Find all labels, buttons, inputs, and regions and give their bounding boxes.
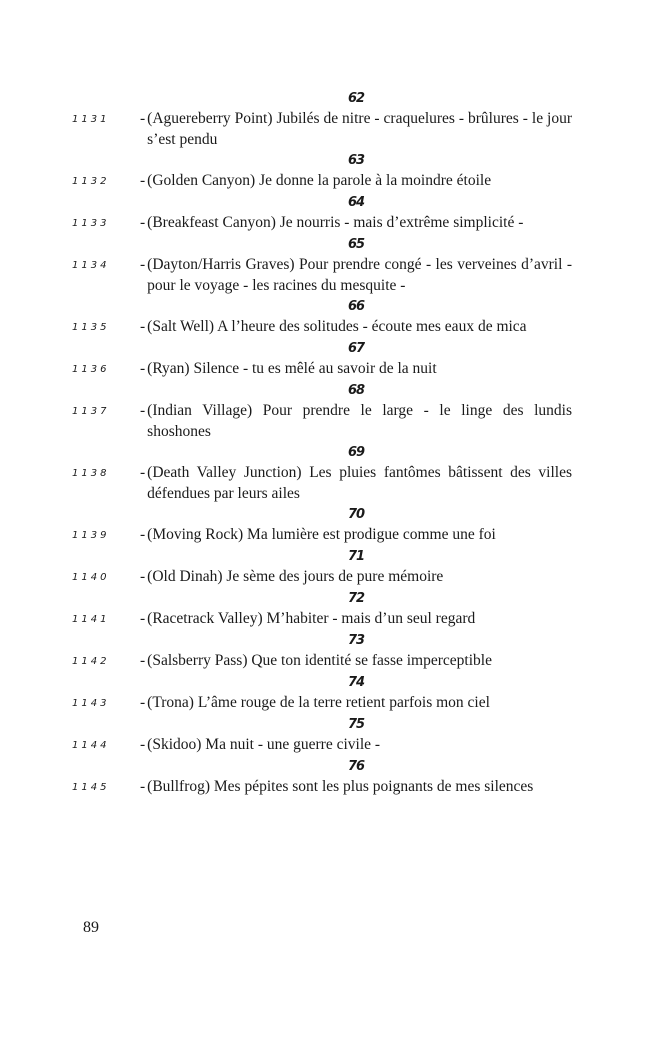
entry-text: (Salsberry Pass) Que ton identité se fasse imperceptible: [147, 652, 492, 669]
section-number: 76: [347, 759, 365, 774]
entry-text: (Breakfeast Canyon) Je nourris - mais d’extrême simplicité -: [147, 214, 524, 231]
entry-separator: -: [140, 214, 146, 231]
entry-number: 1133: [72, 218, 110, 229]
entry-separator: -: [140, 256, 146, 273]
entry-separator: -: [140, 736, 146, 753]
entry-number: 1138: [72, 468, 110, 479]
entry-number: 1142: [72, 656, 110, 667]
entry-number: 1145: [72, 782, 110, 793]
section-number: 66: [347, 299, 365, 314]
entry-text: (Racetrack Valley) M’habiter - mais d’un seul regard: [147, 610, 476, 627]
entry-number: 1131: [72, 114, 110, 125]
entry-list: [72, 90, 572, 800]
entry: [72, 462, 572, 504]
entry-number: 1143: [72, 698, 110, 709]
entry-number: 1139: [72, 530, 110, 541]
entry: [72, 400, 572, 442]
entry: [72, 316, 572, 338]
entry-separator: -: [140, 318, 146, 335]
entry-separator: -: [140, 568, 146, 585]
entry-separator: -: [140, 778, 146, 795]
entry-text: (Moving Rock) Ma lumière est prodigue comme une foi: [147, 526, 496, 543]
entry-separator: -: [140, 652, 146, 669]
entry: [72, 108, 572, 150]
entry-text: (Salt Well) A l’heure des solitudes - écoute mes eaux de mica: [147, 318, 527, 335]
entry-number: 1132: [72, 176, 110, 187]
entry: [72, 254, 572, 296]
entry-text: (Ryan) Silence - tu es mêlé au savoir de la nuit: [147, 360, 437, 377]
section-number: 65: [347, 237, 365, 252]
section-number: 70: [347, 507, 365, 522]
entry-separator: -: [140, 526, 146, 543]
entry-text: (Trona) L’âme rouge de la terre retient parfois mon ciel: [147, 694, 490, 711]
entry-number: 1135: [72, 322, 110, 333]
entry-separator: -: [140, 360, 146, 377]
section-number: 62: [347, 91, 365, 106]
entry-number: 1140: [72, 572, 110, 583]
section-number: 71: [347, 549, 365, 564]
entry: [72, 650, 572, 672]
entry: [72, 524, 572, 546]
section-number: 67: [347, 341, 365, 356]
entry: [72, 566, 572, 588]
entry: [72, 170, 572, 192]
section-number: 75: [347, 717, 365, 732]
section-number: 73: [347, 633, 365, 648]
entry-text: (Dayton/Harris Graves) Pour prendre congé - les verveines d’avril - pour le voyage - les racines du mesquite -: [147, 256, 572, 294]
entry: [72, 358, 572, 380]
entry: [72, 734, 572, 756]
section-number: 72: [347, 591, 365, 606]
entry-separator: -: [140, 694, 146, 711]
entry-text: (Death Valley Junction) Les pluies fantômes bâtissent des villes défendues par leurs ailes: [147, 464, 572, 502]
section-number: 64: [347, 195, 365, 210]
entry: [72, 692, 572, 714]
entry-text: (Old Dinah) Je sème des jours de pure mémoire: [147, 568, 444, 585]
entry-separator: -: [140, 172, 146, 189]
entry-number: 1144: [72, 740, 110, 751]
entry-text: (Golden Canyon) Je donne la parole à la moindre étoile: [147, 172, 492, 189]
entry-text: (Bullfrog) Mes pépites sont les plus poignants de mes silences: [147, 778, 534, 795]
entry: [72, 608, 572, 630]
entry: [72, 212, 572, 234]
entry-number: 1141: [72, 614, 110, 625]
section-number: 74: [347, 675, 365, 690]
section-number: 63: [347, 153, 365, 168]
entry-separator: -: [140, 464, 146, 481]
entry-text: (Skidoo) Ma nuit - une guerre civile -: [147, 736, 381, 753]
entry-number: 1136: [72, 364, 110, 375]
entry-text: (Indian Village) Pour prendre le large - le linge des lundis shoshones: [147, 402, 572, 440]
entry-separator: -: [140, 610, 146, 627]
entry-separator: -: [140, 402, 146, 419]
entry-separator: -: [140, 110, 146, 127]
section-number: 69: [347, 445, 365, 460]
entry-text: (Aguereberry Point) Jubilés de nitre - craquelures - brûlures - le jour s’est pendu: [147, 110, 572, 148]
section-number: 68: [347, 383, 365, 398]
entry: [72, 776, 572, 798]
entry-number: 1137: [72, 406, 110, 417]
page-number: 89: [83, 919, 99, 936]
entry-number: 1134: [72, 260, 110, 271]
